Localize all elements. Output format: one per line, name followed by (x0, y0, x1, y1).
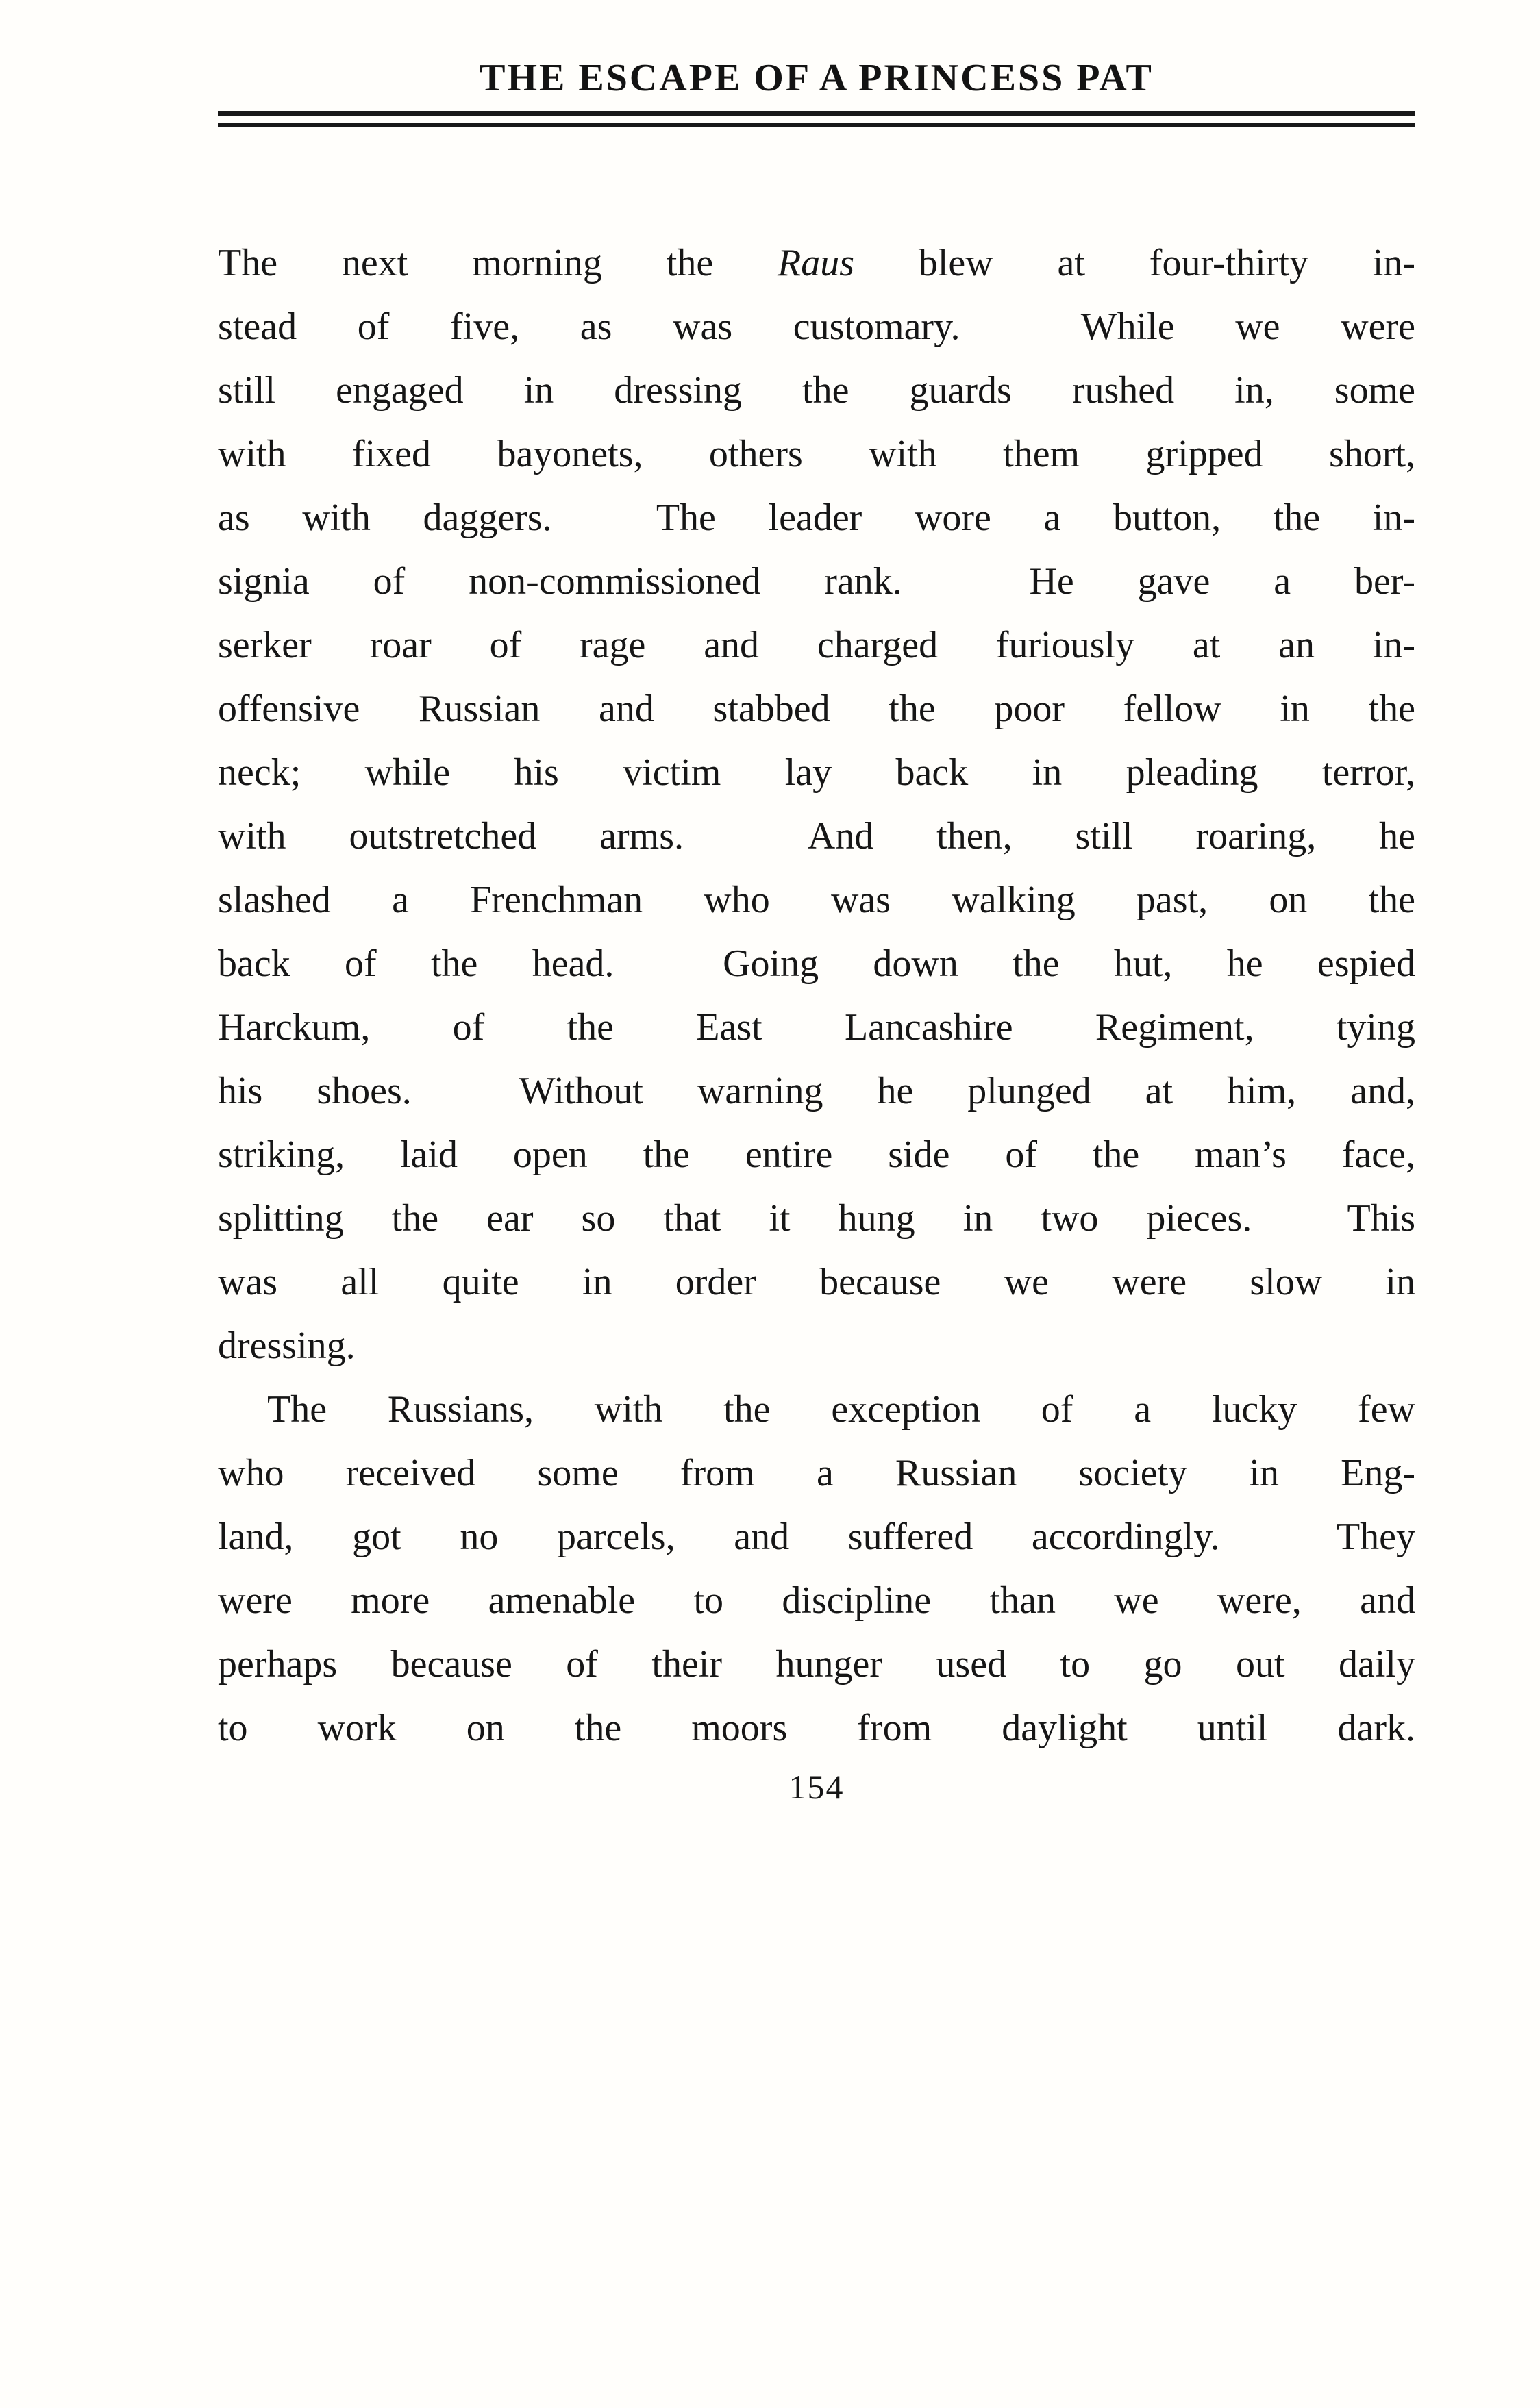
text-line: as with daggers. The leader wore a button, the in- (218, 497, 1415, 539)
text-line: perhaps because of their hunger used to go out daily (218, 1643, 1415, 1685)
text-line: signia of non-commissioned rank. He gave a ber- (218, 560, 1415, 603)
text-line: stead of five, as was customary. While we were (218, 305, 1415, 348)
text-line: offensive Russian and stabbed the poor fellow in the (218, 688, 1415, 730)
text-line: Harckum, of the East Lancashire Regiment, tying (218, 1006, 1415, 1049)
header-rule (218, 111, 1415, 127)
text-line: back of the head. Going down the hut, he espied (218, 942, 1415, 985)
text-line: were more amenable to discipline than we were, and (218, 1579, 1415, 1622)
text-line: dressing. (218, 1325, 356, 1367)
text-line: land, got no parcels, and suffered accordingly. They (218, 1516, 1415, 1558)
paragraph (218, 231, 1415, 1378)
text-line: neck; while his victim lay back in pleading terror, (218, 751, 1415, 794)
running-head-title: THE ESCAPE OF A PRINCESS PAT (480, 57, 1154, 99)
page-number: 154 (788, 1768, 845, 1806)
text-line: still engaged in dressing the guards rushed in, some (218, 369, 1415, 412)
text-line: The Russians, with the exception of a lucky few (267, 1388, 1415, 1431)
text-line: serker roar of rage and charged furiously at an in- (218, 624, 1415, 666)
text-line: to work on the moors from daylight until dark. (218, 1707, 1415, 1749)
text-line: his shoes. Without warning he plunged at him, and, (218, 1070, 1415, 1112)
page-header (218, 58, 1415, 127)
text-line: was all quite in order because we were slow in (218, 1261, 1415, 1303)
text-line: The next morning the Raus blew at four-thirty in- (218, 242, 1415, 284)
body-text (218, 231, 1415, 1760)
paragraph (218, 1378, 1415, 1760)
text-line: slashed a Frenchman who was walking past, on the (218, 879, 1415, 921)
text-line: who received some from a Russian society in Eng- (218, 1452, 1415, 1494)
text-line: striking, laid open the entire side of the man’s face, (218, 1133, 1415, 1176)
text-line: with fixed bayonets, others with them gripped short, (218, 433, 1415, 475)
text-line: with outstretched arms. And then, still roaring, he (218, 815, 1415, 857)
text-line: splitting the ear so that it hung in two pieces. This (218, 1197, 1415, 1240)
